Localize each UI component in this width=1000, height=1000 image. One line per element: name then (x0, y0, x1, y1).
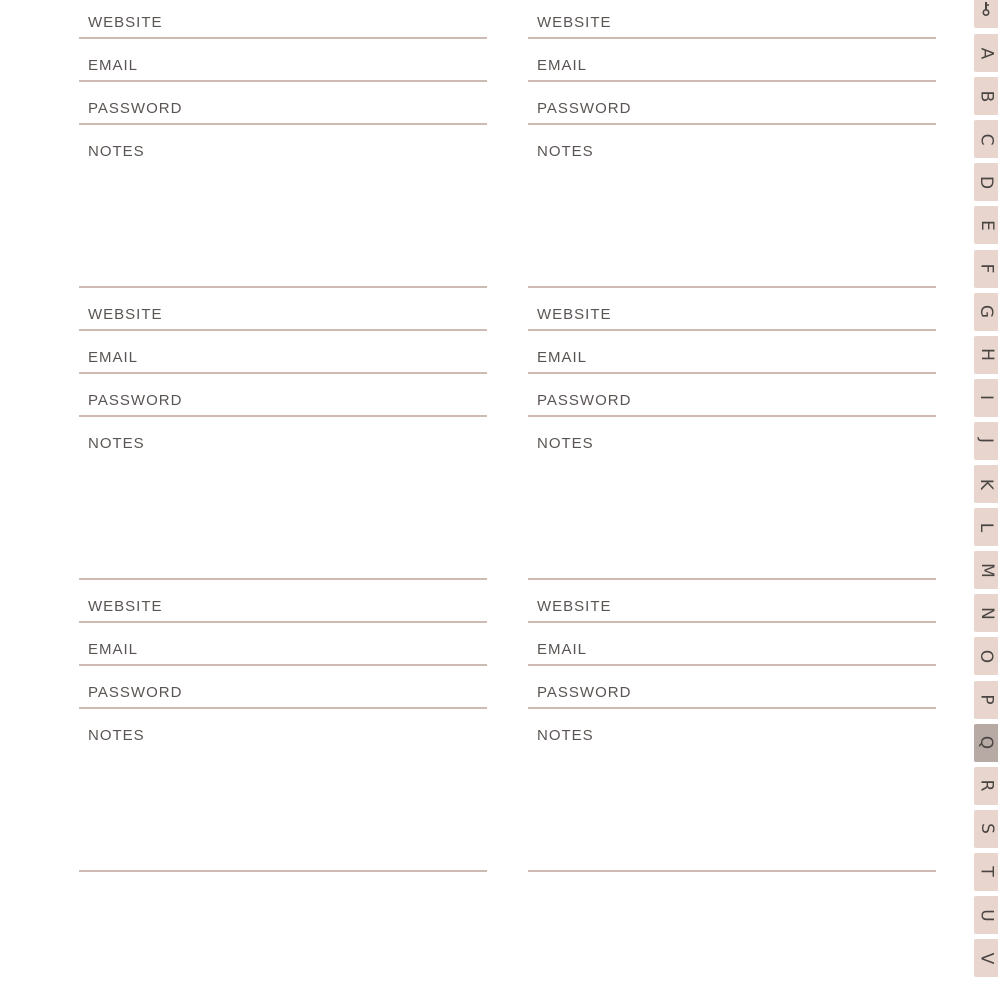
field-divider (528, 664, 936, 666)
notes-writing-area[interactable] (528, 456, 936, 576)
tab-letter: H (976, 348, 997, 362)
notes-field[interactable]: NOTES (537, 727, 594, 744)
tab-letter: O (976, 649, 997, 664)
entry-bottom-divider (79, 870, 487, 872)
tab-letter: U (976, 908, 997, 922)
notes-writing-area[interactable] (79, 164, 487, 284)
notes-field[interactable]: NOTES (537, 143, 594, 160)
key-tab[interactable] (974, 0, 998, 28)
notes-writing-area[interactable] (528, 748, 936, 868)
website-field[interactable]: WEBSITE (537, 598, 612, 615)
entry-bottom-divider (79, 286, 487, 288)
tab-s[interactable] (974, 810, 998, 848)
tab-letter: K (976, 478, 997, 490)
tab-letter: S (976, 823, 997, 835)
tab-letter: R (976, 779, 997, 792)
entry-bottom-divider (528, 870, 936, 872)
field-divider (528, 123, 936, 125)
entry-bottom-divider (79, 578, 487, 580)
website-field[interactable]: WEBSITE (537, 306, 612, 323)
email-field[interactable]: EMAIL (88, 349, 139, 366)
tab-u[interactable] (974, 896, 998, 934)
email-field[interactable]: EMAIL (537, 57, 588, 74)
website-field[interactable]: WEBSITE (88, 598, 163, 615)
tab-letter: B (976, 90, 997, 102)
website-field[interactable]: WEBSITE (88, 14, 163, 31)
email-field[interactable]: EMAIL (88, 641, 139, 658)
tab-p[interactable] (974, 681, 998, 719)
tab-letter: V (976, 952, 997, 964)
key-icon (979, 2, 993, 16)
field-divider (528, 37, 936, 39)
tab-a[interactable] (974, 34, 998, 72)
tab-q[interactable] (974, 724, 998, 762)
tab-m[interactable] (974, 551, 998, 589)
entry-bottom-divider (528, 286, 936, 288)
field-divider (79, 329, 487, 331)
tab-letter: E (976, 220, 997, 231)
field-divider (79, 707, 487, 709)
password-field[interactable]: PASSWORD (88, 684, 183, 701)
field-divider (528, 415, 936, 417)
notes-writing-area[interactable] (79, 748, 487, 868)
notes-writing-area[interactable] (79, 456, 487, 576)
tab-letter: M (976, 562, 997, 578)
tab-v[interactable] (974, 939, 998, 977)
field-divider (79, 37, 487, 39)
tab-n[interactable] (974, 594, 998, 632)
notes-field[interactable]: NOTES (537, 435, 594, 452)
tab-t[interactable] (974, 853, 998, 891)
tab-letter: A (976, 47, 997, 59)
tab-letter: C (976, 133, 997, 146)
password-field[interactable]: PASSWORD (537, 392, 632, 409)
email-field[interactable]: EMAIL (537, 641, 588, 658)
tab-letter: Q (976, 735, 997, 750)
field-divider (79, 415, 487, 417)
field-divider (79, 372, 487, 374)
tab-k[interactable] (974, 465, 998, 503)
website-field[interactable]: WEBSITE (537, 14, 612, 31)
tab-letter: J (976, 438, 997, 444)
field-divider (528, 329, 936, 331)
alphabet-tab-strip (971, 0, 1000, 1000)
tab-letter: P (976, 694, 997, 705)
password-field[interactable]: PASSWORD (537, 100, 632, 117)
tab-c[interactable] (974, 120, 998, 158)
field-divider (528, 372, 936, 374)
email-field[interactable]: EMAIL (88, 57, 139, 74)
notes-field[interactable]: NOTES (88, 435, 145, 452)
tab-letter: I (976, 395, 997, 401)
tab-letter: D (976, 175, 997, 189)
field-divider (79, 123, 487, 125)
website-field[interactable]: WEBSITE (88, 306, 163, 323)
tab-r[interactable] (974, 767, 998, 805)
field-divider (79, 621, 487, 623)
tab-b[interactable] (974, 77, 998, 115)
email-field[interactable]: EMAIL (537, 349, 588, 366)
notes-field[interactable]: NOTES (88, 143, 145, 160)
field-divider (528, 707, 936, 709)
tab-e[interactable] (974, 206, 998, 244)
tab-h[interactable] (974, 336, 998, 374)
tab-d[interactable] (974, 163, 998, 201)
field-divider (528, 621, 936, 623)
password-field[interactable]: PASSWORD (88, 392, 183, 409)
tab-letter: G (976, 305, 997, 319)
password-field[interactable]: PASSWORD (88, 100, 183, 117)
tab-letter: N (976, 606, 997, 620)
field-divider (79, 664, 487, 666)
tab-l[interactable] (974, 508, 998, 546)
tab-letter: F (976, 263, 997, 274)
tab-o[interactable] (974, 637, 998, 675)
entry-bottom-divider (528, 578, 936, 580)
tab-letter: L (976, 522, 997, 532)
notes-field[interactable]: NOTES (88, 727, 145, 744)
field-divider (79, 80, 487, 82)
tab-f[interactable] (974, 250, 998, 288)
notes-writing-area[interactable] (528, 164, 936, 284)
password-field[interactable]: PASSWORD (537, 684, 632, 701)
tab-i[interactable] (974, 379, 998, 417)
tab-letter: T (976, 866, 997, 878)
tab-g[interactable] (974, 293, 998, 331)
field-divider (528, 80, 936, 82)
tab-j[interactable] (974, 422, 998, 460)
